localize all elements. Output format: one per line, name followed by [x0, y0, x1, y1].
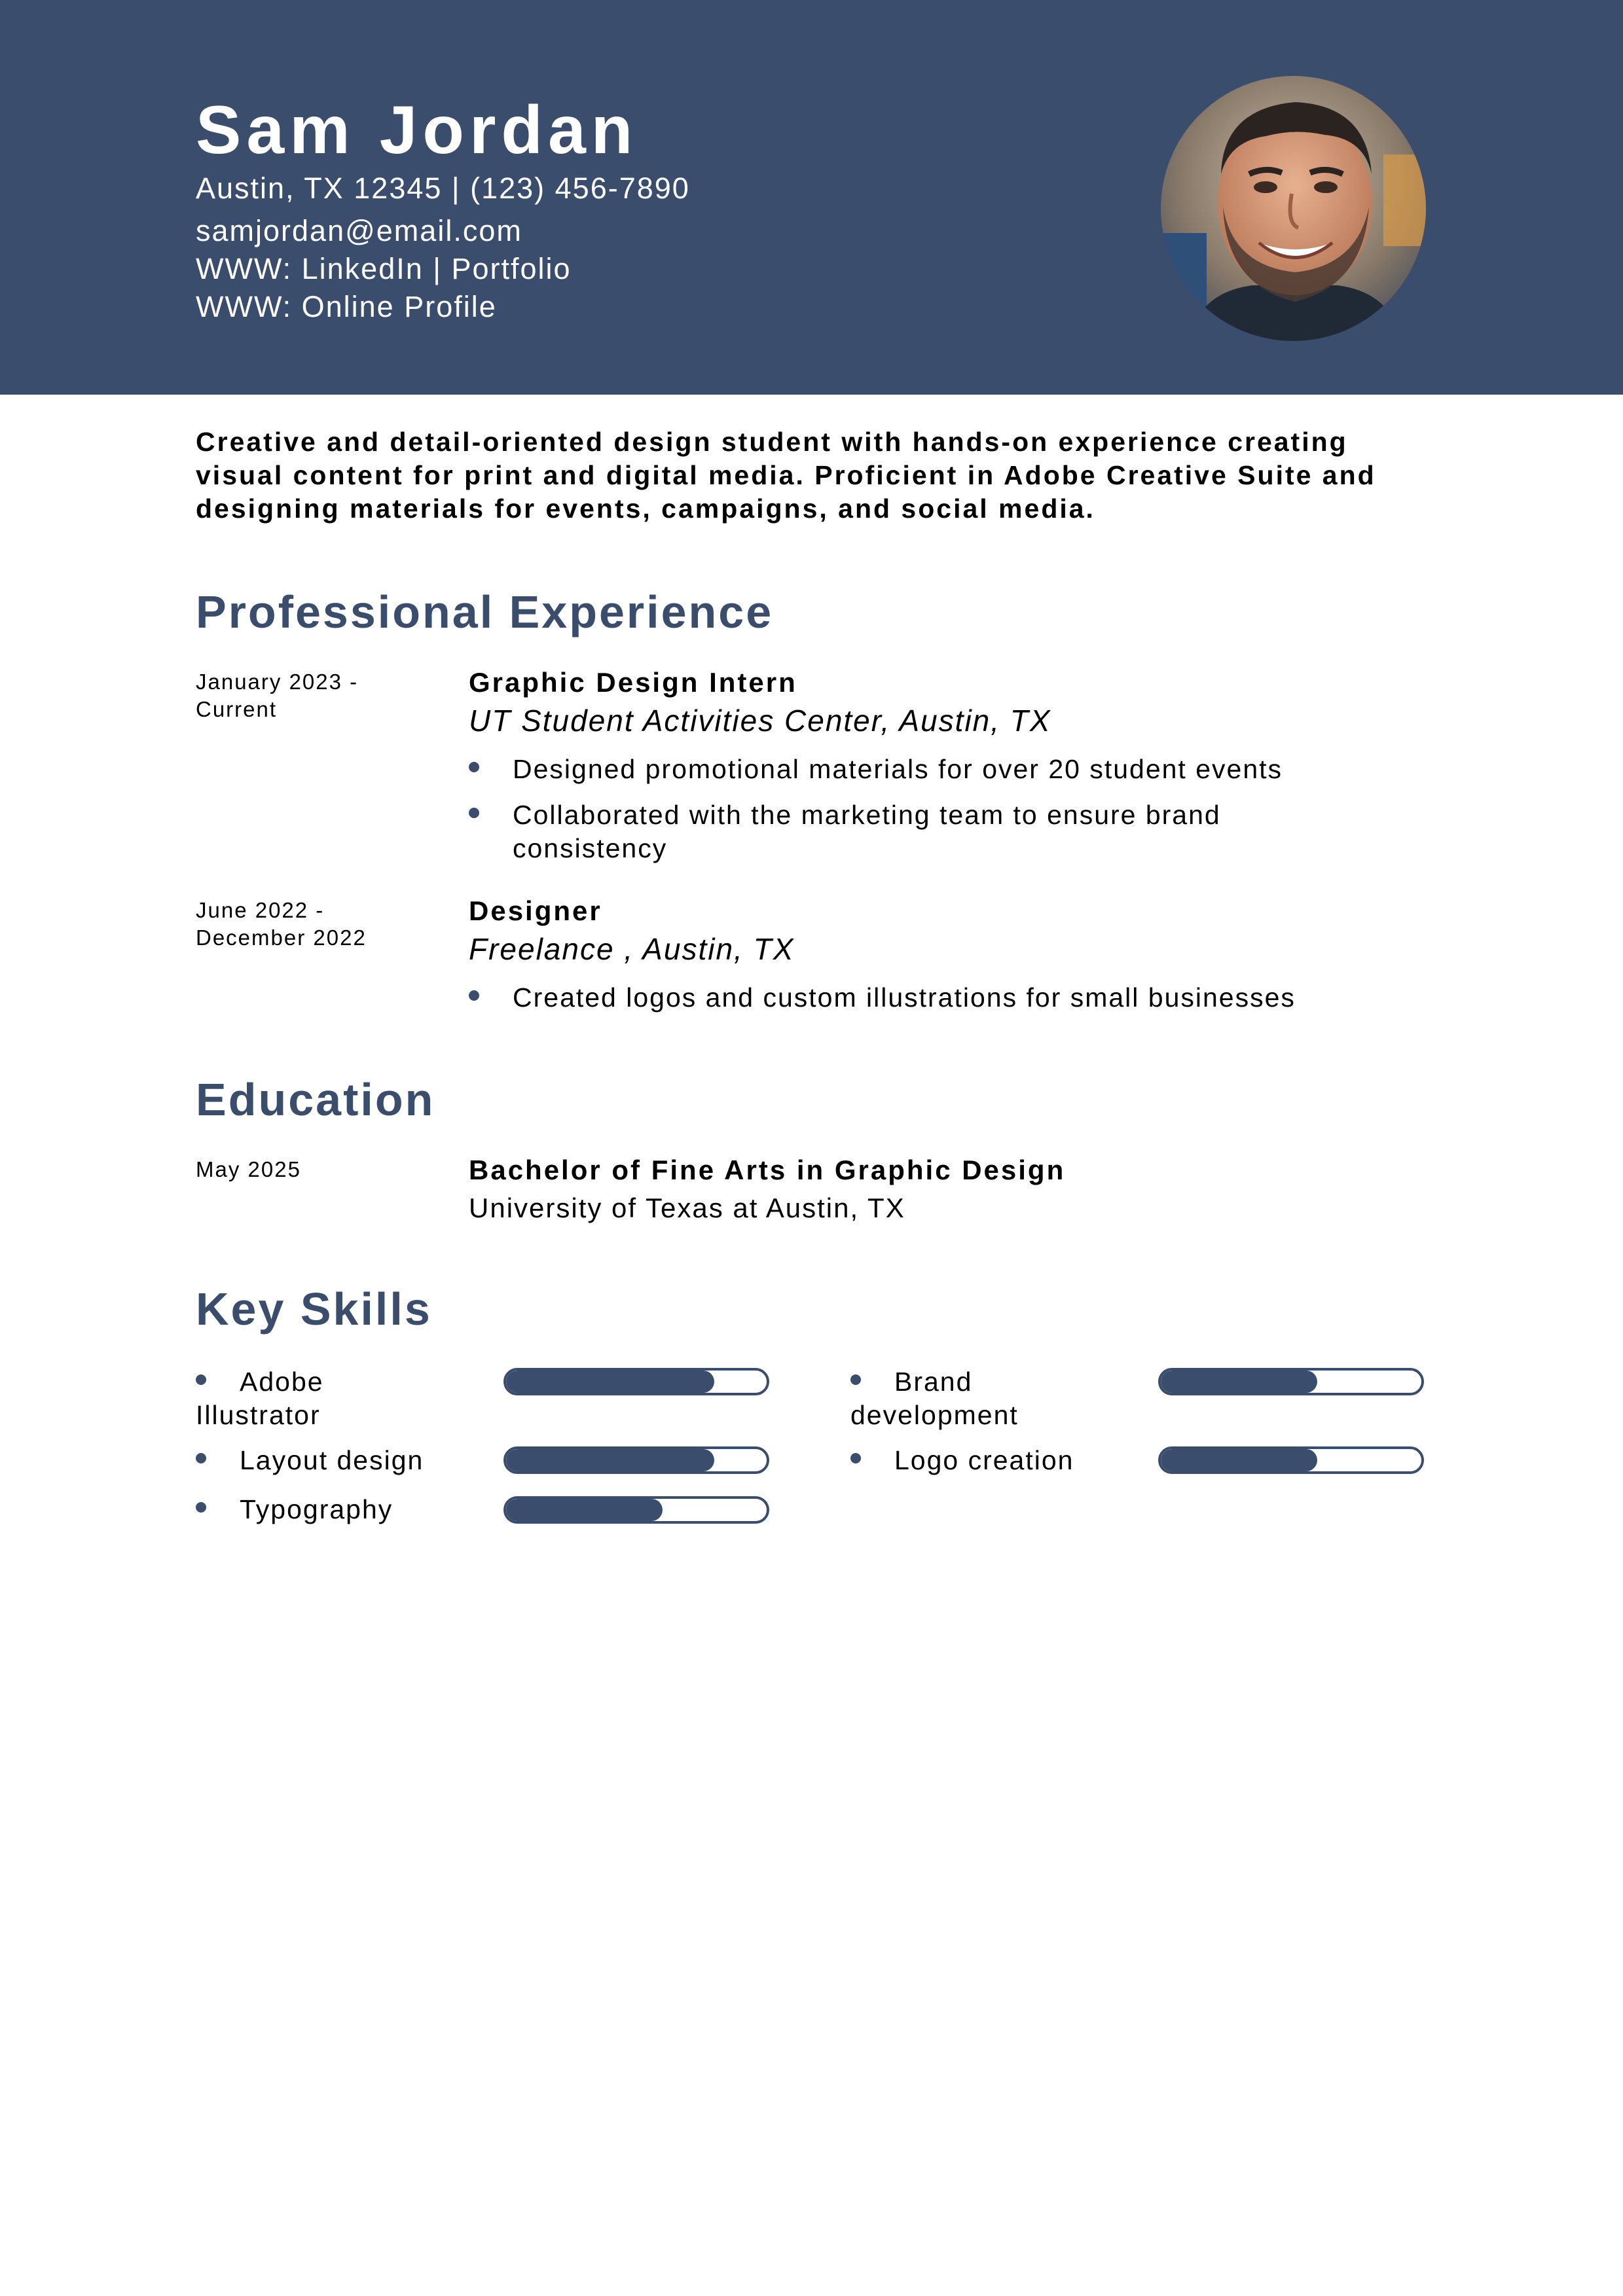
skill-level-bar	[503, 1368, 769, 1395]
job-title: Designer	[469, 895, 602, 926]
school-name: University of Texas at Austin, TX	[469, 1193, 905, 1223]
web-links: WWW: LinkedIn | Portfolio	[196, 252, 572, 285]
skill-level-fill	[506, 1449, 714, 1471]
bullet-icon	[469, 762, 479, 772]
profile-summary: Creative and detail-oriented design student with hands-on experience creating visual content for print and digital media. Proficient in Adobe Creative Suite and designing materials for events, campaigns, and social media.	[196, 427, 1376, 524]
candidate-name: Sam Jordan	[196, 92, 638, 168]
job-organization: Freelance , Austin, TX	[469, 932, 795, 966]
experience-section-title: Professional Experience	[196, 586, 774, 637]
skill-label: Brand development	[850, 1367, 1019, 1430]
skill-label: Adobe Illustrator	[196, 1367, 324, 1430]
degree-title: Bachelor of Fine Arts in Graphic Design	[469, 1155, 1066, 1185]
skill-level-fill	[1161, 1449, 1317, 1471]
skill-label: Typography	[240, 1494, 393, 1524]
education-section-title: Education	[196, 1074, 435, 1125]
skill-level-fill	[506, 1371, 714, 1393]
skills-section-title: Key Skills	[196, 1283, 432, 1335]
job-date: June 2022 - December 2022	[196, 898, 367, 950]
skill-level-bar	[1158, 1368, 1424, 1395]
bullet-text: Designed promotional materials for over 20 student events	[513, 754, 1283, 784]
job-organization: UT Student Activities Center, Austin, TX	[469, 704, 1051, 738]
profile-photo	[1161, 76, 1426, 341]
bullet-text: Created logos and custom illustrations for small businesses	[513, 982, 1296, 1013]
header-banner	[0, 0, 1623, 395]
bullet-icon	[469, 808, 479, 818]
bullet-icon	[469, 990, 479, 1001]
skill-label: Layout design	[240, 1445, 424, 1475]
address-phone: Austin, TX 12345 | (123) 456-7890	[196, 171, 690, 205]
education-date: May 2025	[196, 1157, 301, 1181]
skill-level-bar	[503, 1446, 769, 1474]
skill-level-fill	[506, 1499, 663, 1521]
skill-level-fill	[1161, 1371, 1317, 1393]
skill-label: Logo creation	[894, 1445, 1074, 1475]
online-profile: WWW: Online Profile	[196, 290, 497, 323]
email-address: samjordan@email.com	[196, 214, 522, 247]
bullet-text: Collaborated with the marketing team to ensure brand consistency	[513, 800, 1221, 863]
skill-level-bar	[503, 1496, 769, 1524]
skill-level-bar	[1158, 1446, 1424, 1474]
job-title: Graphic Design Intern	[469, 667, 797, 698]
job-date: January 2023 - Current	[196, 670, 359, 721]
